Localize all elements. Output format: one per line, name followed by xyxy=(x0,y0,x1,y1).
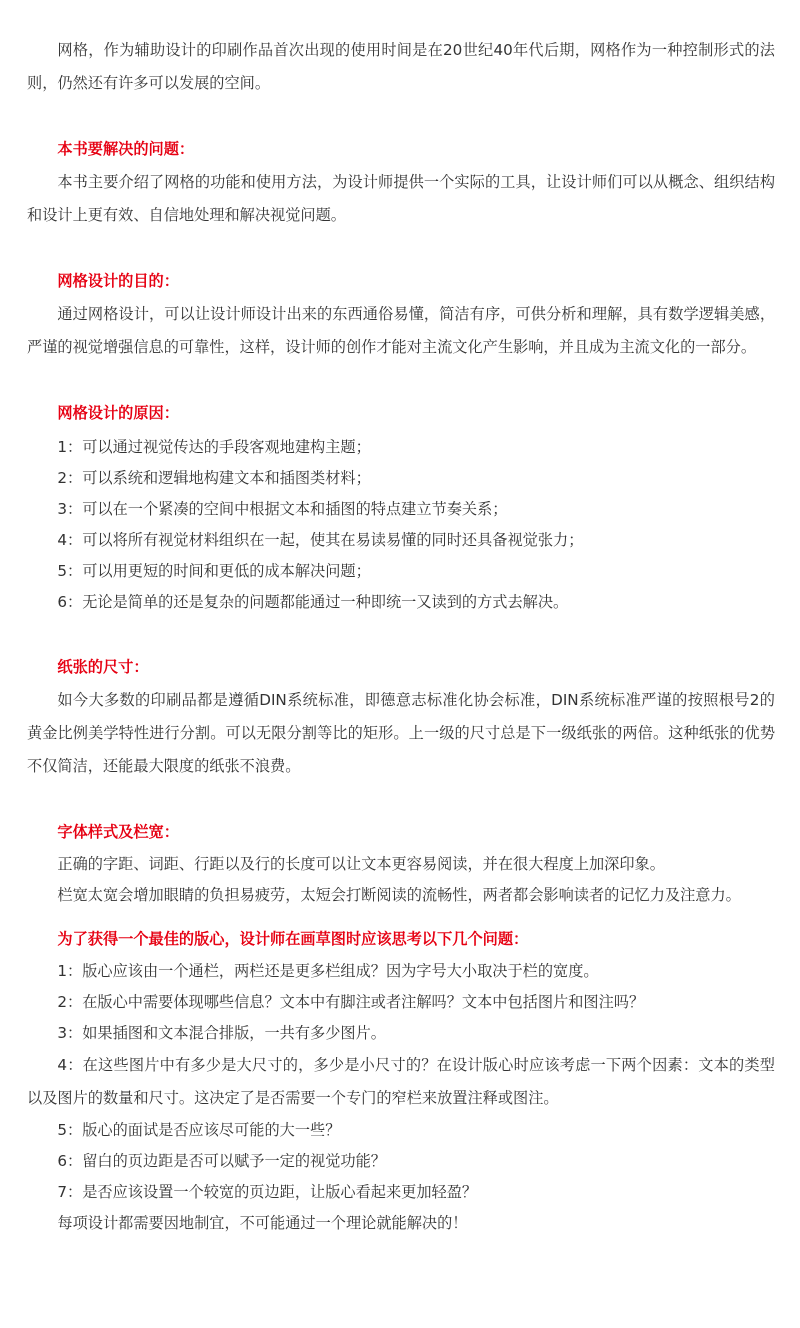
reason-item: 3：可以在一个紧凑的空间中根据文本和插图的特点建立节奏关系； xyxy=(57,500,508,518)
font-line: 正确的字距、词距、行距以及行的长度可以让文本更容易阅读，并在很大程度上加深印象。 xyxy=(57,855,665,873)
font-line: 栏宽太宽会增加眼睛的负担易疲劳，太短会打断阅读的流畅性，两者都会影响读者的记忆力及注意力。 xyxy=(57,886,741,904)
layout-item: 2：在版心中需要体现哪些信息？文本中有脚注或者注解吗？文本中包括图片和图注吗？ xyxy=(57,993,645,1011)
intro-paragraph: 网格，作为辅助设计的印刷作品首次出现的使用时间是在20世纪40年代后期，网格作为一种控制形式的法则，仍然还有许多可以发展的空间。 xyxy=(27,41,775,92)
reason-item: 4：可以将所有视觉材料组织在一起，使其在易读易懂的同时还具备视觉张力； xyxy=(57,531,584,549)
purpose-heading: 网格设计的目的： xyxy=(57,272,179,290)
layout-item: 7：是否应该设置一个较宽的页边距，让版心看起来更加轻盈？ xyxy=(57,1183,478,1201)
layout-item: 4：在这些图片中有多少是大尺寸的，多少是小尺寸的？在设计版心时应该考虑一下两个因素：文本的类型以及图片的数量和尺寸。这决定了是否需要一个专门的窄栏来放置注释或图注。 xyxy=(27,1056,775,1107)
reason-item: 5：可以用更短的时间和更低的成本解决问题； xyxy=(57,562,371,580)
reason-item: 1：可以通过视觉传达的手段客观地建构主题； xyxy=(57,438,371,456)
layout-item: 6：留白的页边距是否可以赋予一定的视觉功能？ xyxy=(57,1152,386,1170)
reason-item: 2：可以系统和逻辑地构建文本和插图类材料； xyxy=(57,469,371,487)
layout-item: 5：版心的面试是否应该尽可能的大一些？ xyxy=(57,1121,341,1139)
layout-heading: 为了获得一个最佳的版心，设计师在画草图时应该思考以下几个问题： xyxy=(57,930,529,948)
layout-item: 1：版心应该由一个通栏，两栏还是更多栏组成？因为字号大小取决于栏的宽度。 xyxy=(57,962,599,980)
layout-item: 3：如果插图和文本混合排版，一共有多少图片。 xyxy=(57,1024,386,1042)
reason-item: 6：无论是简单的还是复杂的问题都能通过一种即统一又读到的方式去解决。 xyxy=(57,593,569,611)
layout-closing: 每项设计都需要因地制宜，不可能通过一个理论就能解决的！ xyxy=(57,1214,468,1232)
font-heading: 字体样式及栏宽： xyxy=(57,823,179,841)
paper-paragraph: 如今大多数的印刷品都是遵循DIN系统标准，即德意志标准化协会标准，DIN系统标准严谨的按照根号2的黄金比例美学特性进行分割。可以无限分割等比的矩形。上一级的尺寸总是下一级纸张的两倍。这种纸张的优势不仅简洁，还能最大限度的纸张不浪费。 xyxy=(27,691,775,775)
problem-paragraph: 本书主要介绍了网格的功能和使用方法，为设计师提供一个实际的工具，让设计师们可以从概念、组织结构和设计上更有效、自信地处理和解决视觉问题。 xyxy=(27,173,775,224)
problem-heading: 本书要解决的问题： xyxy=(57,140,195,158)
purpose-paragraph: 通过网格设计，可以让设计师设计出来的东西通俗易懂，简洁有序，可供分析和理解，具有数学逻辑美感，严谨的视觉增强信息的可靠性，这样，设计师的创作才能对主流文化产生影响，并且成为主流文化的一部分。 xyxy=(27,305,775,356)
reasons-heading: 网格设计的原因： xyxy=(57,404,179,422)
paper-heading: 纸张的尺寸： xyxy=(57,658,149,676)
